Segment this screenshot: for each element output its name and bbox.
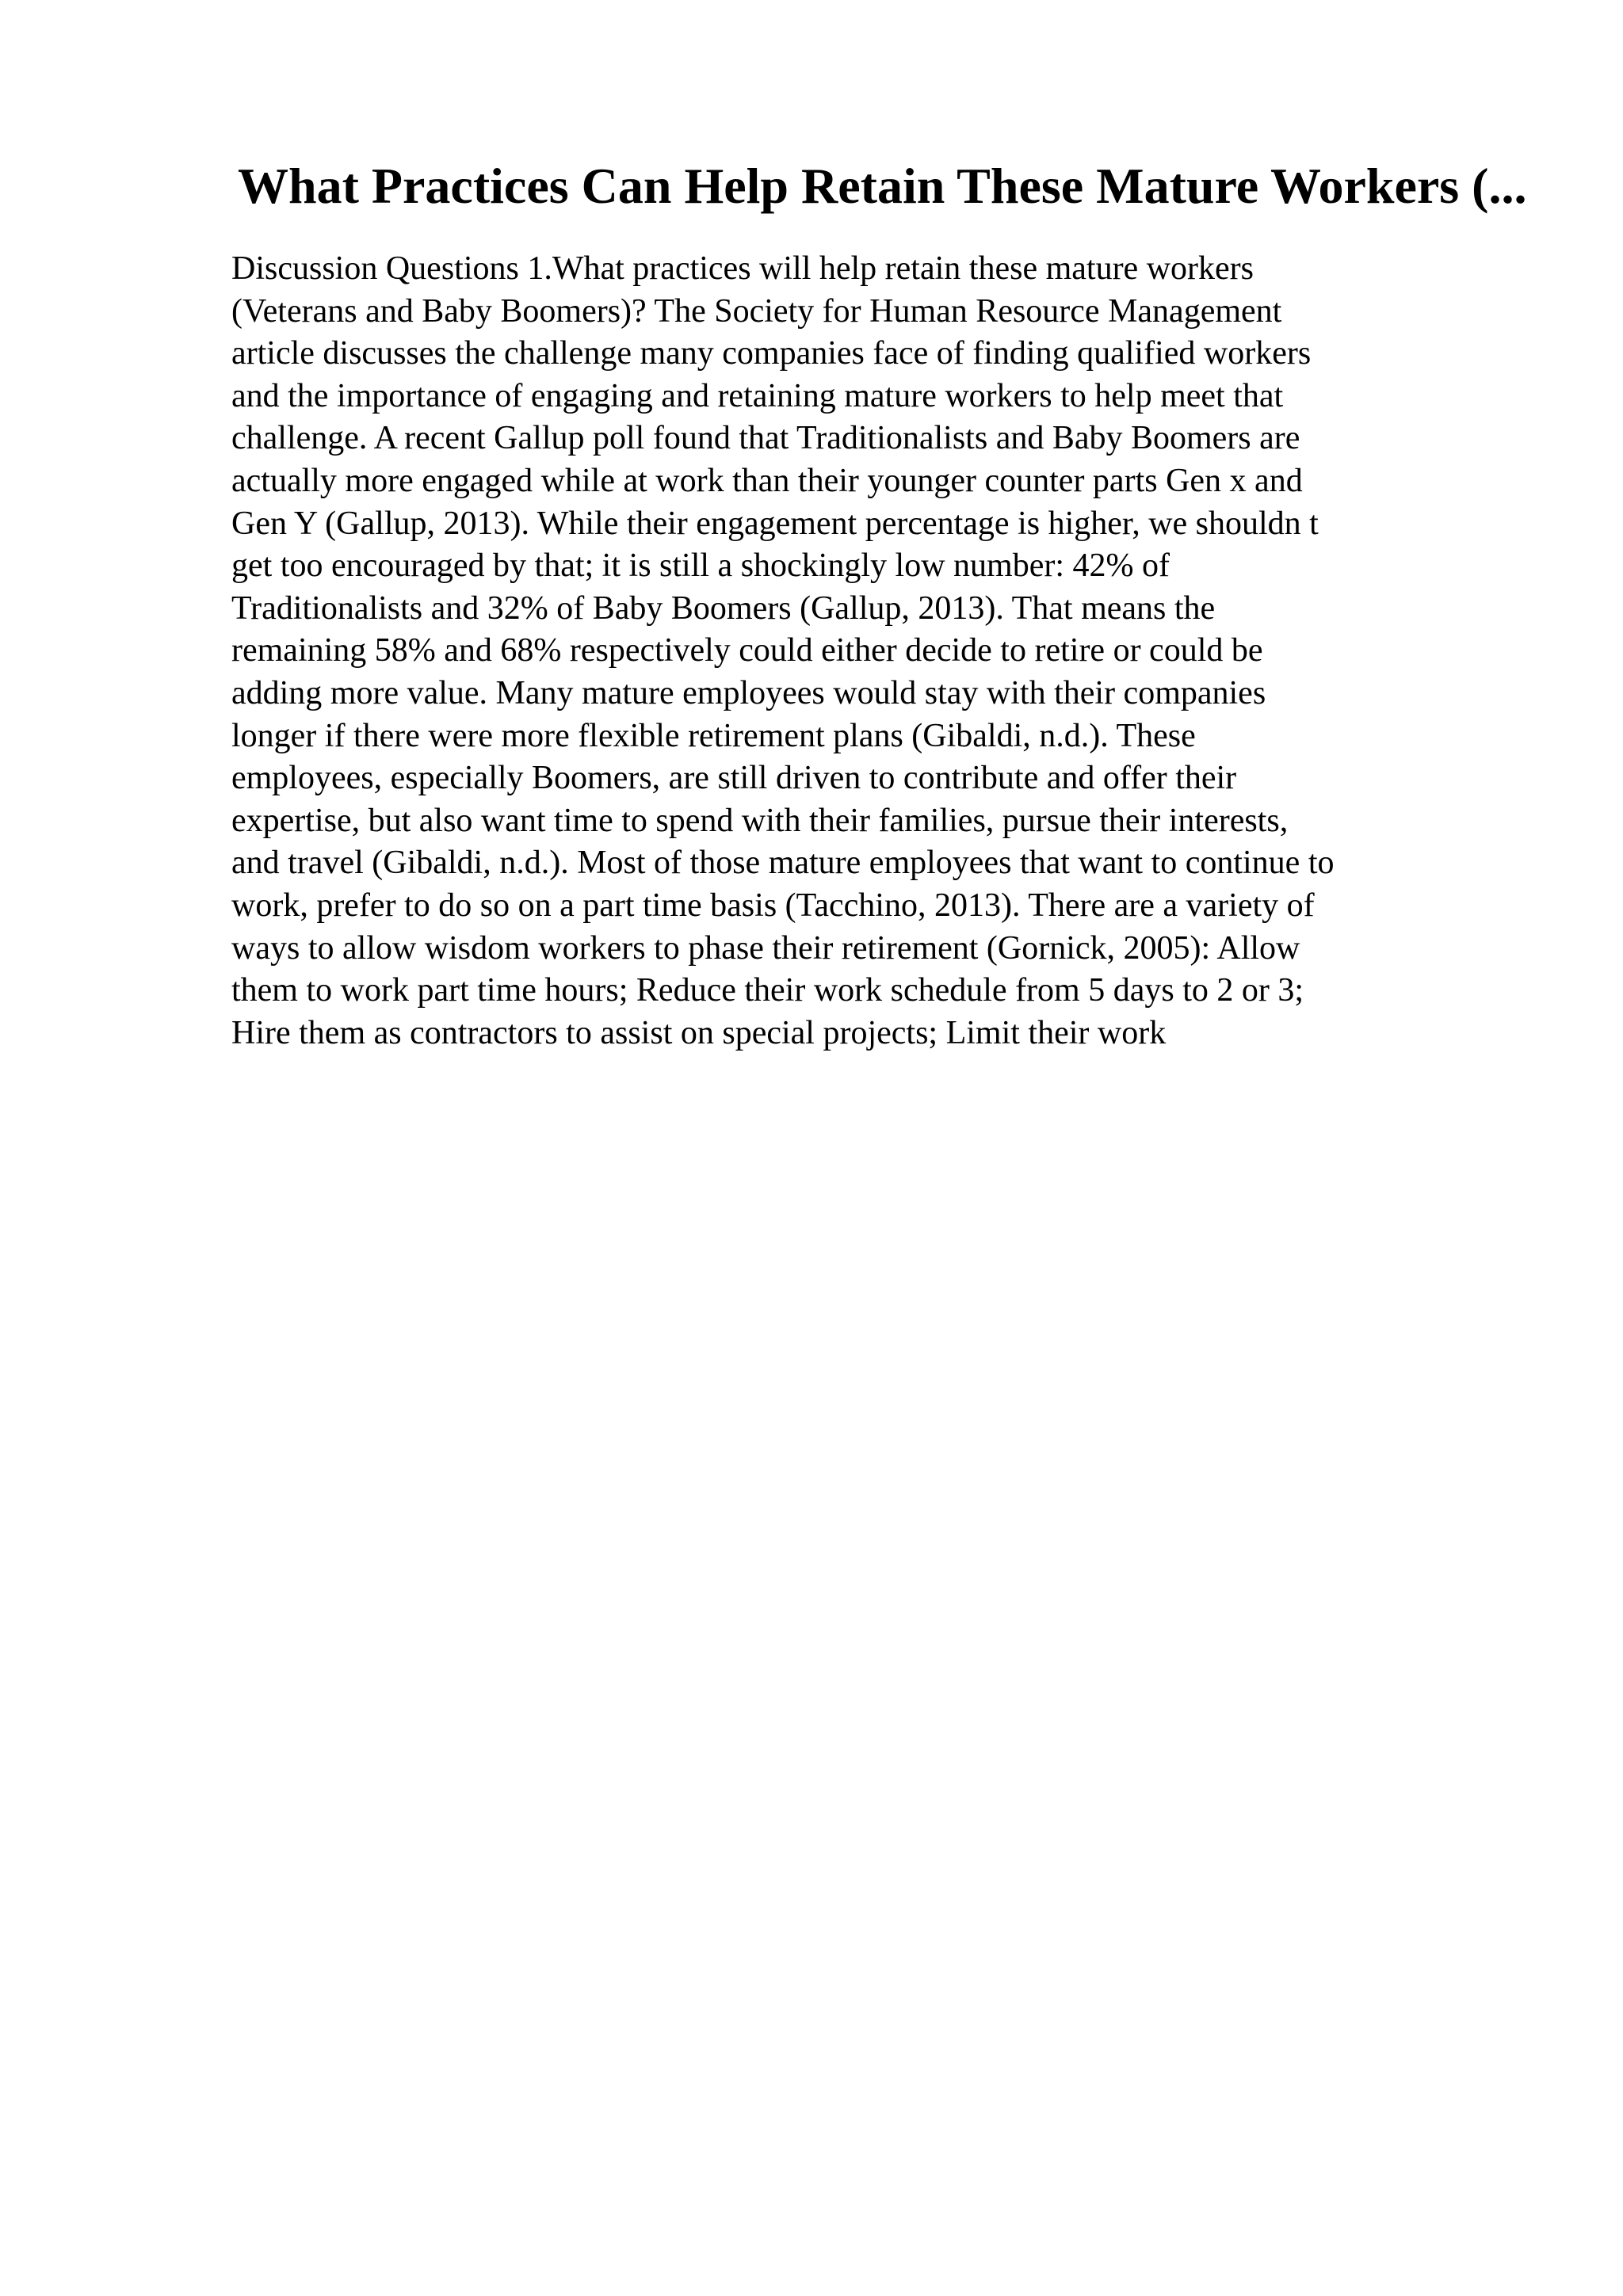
body-line: Hire them as contractors to assist on special projects; Limit their work	[231, 1014, 1167, 1051]
body-line: expertise, but also want time to spend with their families, pursue their interests,	[231, 802, 1289, 839]
body-line: them to work part time hours; Reduce their work schedule from 5 days to 2 or 3;	[231, 972, 1304, 1009]
body-line: longer if there were more flexible retirement plans (Gibaldi, n.d.). These	[231, 717, 1196, 754]
body-line: ways to allow wisdom workers to phase their retirement (Gornick, 2005): Allow	[231, 929, 1300, 967]
body-line: remaining 58% and 68% respectively could either decide to retire or could be	[231, 632, 1263, 669]
body-line: work, prefer to do so on a part time basis (Tacchino, 2013). There are a variety of	[231, 887, 1315, 924]
body-line: (Veterans and Baby Boomers)? The Society for Human Resource Management	[231, 292, 1282, 330]
document-body	[231, 248, 1499, 1055]
body-line: and travel (Gibaldi, n.d.). Most of those mature employees that want to continue to	[231, 845, 1335, 882]
body-line: get too encouraged by that; it is still a shockingly low number: 42% of	[231, 547, 1170, 585]
document-title: What Practices Can Help Retain These Mature Workers (...	[238, 158, 1527, 214]
body-line: actually more engaged while at work than their younger counter parts Gen x and	[231, 462, 1303, 499]
body-line: Traditionalists and 32% of Baby Boomers (Gallup, 2013). That means the	[231, 589, 1216, 627]
body-line: article discusses the challenge many companies face of finding qualified workers	[231, 335, 1312, 372]
body-line: employees, especially Boomers, are still driven to contribute and offer their	[231, 760, 1237, 797]
body-line: and the importance of engaging and retaining mature workers to help meet that	[231, 377, 1284, 414]
body-line: Gen Y (Gallup, 2013). While their engagement percentage is higher, we shouldn t	[231, 505, 1319, 542]
body-line: challenge. A recent Gallup poll found that Traditionalists and Baby Boomers are	[231, 420, 1300, 457]
body-line: Discussion Questions 1.What practices will help retain these mature workers	[231, 250, 1254, 287]
body-line: adding more value. Many mature employees would stay with their companies	[231, 674, 1266, 711]
